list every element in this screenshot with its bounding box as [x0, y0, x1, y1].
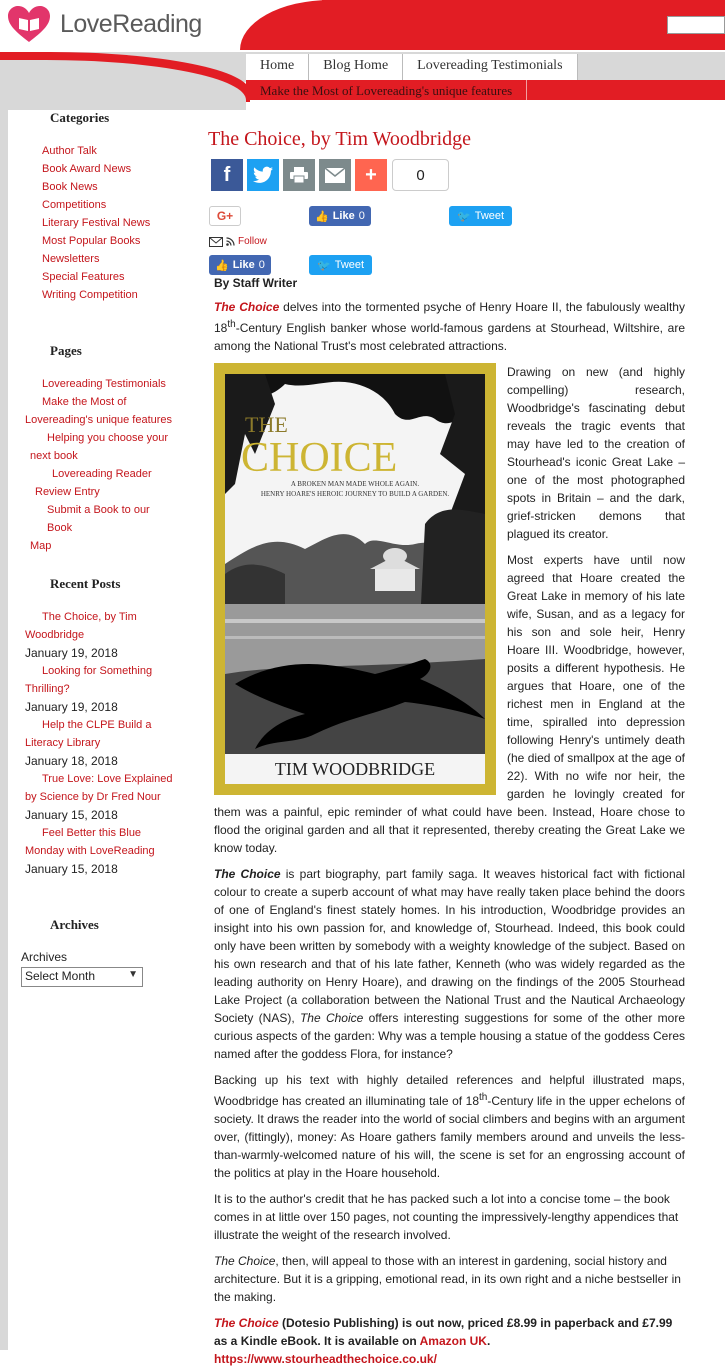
text-span: . [486, 1334, 491, 1348]
recent-post-item [25, 716, 175, 770]
book-title-emphasis: The Choice [214, 1316, 279, 1330]
facebook-share-button[interactable] [211, 159, 243, 191]
google-plus-button[interactable]: G+ [209, 206, 241, 226]
recent-post-date: January 18, 2018 [25, 754, 118, 768]
pages-list [25, 375, 175, 555]
recent-post-item [25, 770, 175, 824]
book-website-link[interactable]: https://www.stourheadthechoice.co.uk/ [214, 1352, 437, 1366]
plus-icon: + [365, 163, 377, 186]
recent-post-item [25, 662, 175, 716]
like-label: Like [332, 210, 355, 222]
nav-testimonials[interactable]: Lovereading Testimonials [403, 54, 577, 80]
thumbs-up-icon: 👍 [215, 259, 229, 272]
italic-title: The Choice [214, 1254, 276, 1268]
envelope-icon [325, 168, 345, 183]
category-link[interactable]: Writing Competition [42, 289, 138, 301]
print-button[interactable] [283, 159, 315, 191]
tweet-label: Tweet [334, 259, 365, 271]
book-cover-image [214, 363, 496, 795]
recent-post-date: January 15, 2018 [25, 862, 118, 876]
twitter-share-button[interactable] [247, 159, 279, 191]
category-link[interactable]: Competitions [42, 199, 107, 211]
text-span: , then, will appeal to those with an interest in gardening, social history and architecture. But it is a gripping, emotional read, in its own right and a niche bestseller in the making. [214, 1254, 681, 1304]
email-share-button[interactable] [319, 159, 351, 191]
archives-select-value: Select Month [25, 969, 96, 983]
page-link-make-the-most[interactable]: Make the Most of [42, 396, 127, 408]
recent-post-link[interactable]: Thrilling? [25, 683, 70, 695]
nav-blog-home[interactable]: Blog Home [309, 54, 403, 80]
book-title-emphasis: The Choice [214, 300, 280, 314]
facebook-like-button-2[interactable] [209, 255, 271, 275]
category-link[interactable]: Book Award News [42, 163, 132, 175]
printer-icon [289, 166, 309, 184]
text-span: Backing up his text with highly detailed references and helpful illustrated maps, Woodbridge has created an illuminating tale of 18 [214, 1073, 685, 1108]
category-link[interactable]: Most Popular Books [42, 235, 141, 247]
category-link[interactable]: Author Talk [42, 145, 97, 157]
article-paragraph [214, 1314, 685, 1350]
recent-post-link[interactable]: Woodbridge [25, 629, 85, 641]
amazon-uk-link[interactable]: Amazon UK [419, 1334, 487, 1348]
page-link-helping-2[interactable]: next book [30, 450, 78, 462]
article-paragraph [214, 1252, 685, 1306]
left-gray-strip [0, 82, 8, 1350]
header-red-band [322, 0, 725, 50]
recent-post-item [25, 824, 175, 878]
facebook-like-button[interactable] [309, 206, 371, 226]
recent-post-date: January 19, 2018 [25, 700, 118, 714]
archives-select[interactable] [21, 967, 143, 987]
sub-nav [246, 80, 725, 100]
book-title-emphasis: The Choice [214, 867, 281, 881]
twitter-bird-icon: 🐦 [457, 210, 471, 223]
twitter-icon [253, 166, 273, 184]
article-paragraph: Drawing on new (and highly compelling) research, Woodbridge's fascinating debut reveals the tragic events that may have led to the creation of Stourhead's iconic Great Lake – one of the most photographed spots in Britain – and the dark, grief-stricken demons that plagued its creator. [507, 365, 685, 541]
article-body [214, 298, 685, 1368]
like-count: 0 [258, 259, 265, 271]
book-cover-art [225, 374, 485, 784]
site-logo[interactable] [6, 4, 202, 44]
article-paragraph: It is to the author's credit that he has packed such a lot into a concise tome – the book comes in at little over 150 pages, not counting the impressively-lengthy appendices that illustrate the weight of the research involved. [214, 1192, 679, 1242]
cover-title-the: THE [245, 412, 288, 437]
page-link-submit-book-2[interactable]: Map [30, 540, 52, 552]
chevron-down-icon: ▼ [128, 969, 138, 980]
recent-post-link[interactable]: Looking for Something [42, 665, 153, 677]
twitter-bird-icon: 🐦 [317, 259, 331, 272]
text-span: is part biography, part family saga. It weaves historical fact with fictional colour to create a superb account of what may have really taken place behind the doors of one of England's finest stately homes. In his introduction, Woodbridge provides an insight into his own passion for, and knowledge of, Stourhead. Indeed, this book could only have been written by somebody with a weighty knowledge of the subject. Based on his own research and that of his late father, Kenneth (who was widely regarded as the leading authority on Henry Hoare), and drawing on the findings of the 2005 Stourhead Lake Project (a collaboration between the National Trust and the Nautical Archaeology Society (NAS), [214, 867, 685, 1025]
share-count: 0 [392, 159, 449, 191]
text-span: (Dotesio Publishing) is out now, priced £8.99 in paperback and £7.99 as a Kindle eBook. It is available on [214, 1316, 673, 1348]
article-paragraph [214, 298, 685, 355]
site-header [0, 0, 725, 52]
subnav-make-the-most[interactable]: Make the Most of Lovereading's unique features [246, 80, 527, 100]
page-link-reader-review[interactable]: Lovereading Reader [52, 468, 152, 480]
recent-post-date: January 15, 2018 [25, 808, 118, 822]
recent-posts-list [25, 608, 175, 878]
facebook-icon: f [223, 163, 231, 186]
recent-post-link[interactable]: Literacy Library [25, 737, 101, 749]
category-link[interactable]: Special Features [42, 271, 125, 283]
logo-text: LoveReading [60, 9, 202, 38]
article-paragraph [214, 865, 685, 1063]
archives-label: Archives [21, 950, 68, 964]
archives-heading: Archives [50, 917, 99, 932]
text-span: -Century life in the upper echelons of society. It draws the reader into the world of social climbers and begins with an argument over, (fittingly), money: As Hoare gathers family members around and unveils the less-than-warmly-welcomed nature of his will, the scene is set for an engrossing account of the politics at play in the Hoare household. [214, 1094, 685, 1180]
cover-tagline-1: A BROKEN MAN MADE WHOLE AGAIN. [290, 480, 420, 488]
page-link-submit-book[interactable]: Submit a Book to our Book [47, 504, 150, 534]
superscript: th [227, 319, 236, 330]
recent-post-link[interactable]: The Choice, by Tim [42, 611, 137, 623]
page-link-testimonials[interactable]: Lovereading Testimonials [42, 378, 166, 390]
email-subscribe-icon [209, 237, 223, 247]
article-paragraph: Most experts have until now agreed that Hoare created the Great Lake in memory of his late wife, Susan, and as a legacy for his son and sole heir, Henry Hoare III. Woodbridge, however, posits a different hypothesis. He argues that Hoare, one of the richest men in England at the time, spiralled into depression following Henry's untimely death (he died of smallpox at the age of 22). With no wife nor heir, the garden he lovingly created for them was a painful, epic reminder of what could have been. Instead, Hoare chose to flood the original garden and all that it represented, thereby creating the Great Lake we know today. [214, 553, 685, 855]
text-span: delves into the tormented psyche of Henry Hoare II, the fabulously wealthy 18 [214, 300, 685, 335]
tweet-label: Tweet [474, 210, 505, 222]
recent-post-link[interactable]: Monday with LoveReading [25, 845, 155, 857]
text-span: -Century English banker whose world-famous gardens at Stourhead, Wiltshire, are among the National Trust's most celebrated attractions. [214, 321, 685, 353]
recent-post-link[interactable]: Help the CLPE Build a [42, 719, 152, 731]
cover-author: TIM WOODBRIDGE [274, 759, 436, 779]
recent-post-link[interactable]: by Science by Dr Fred Nour [25, 791, 161, 803]
like-count: 0 [358, 210, 365, 222]
superscript: th [479, 1092, 488, 1103]
cover-title-choice: CHOICE [241, 435, 398, 481]
pages-heading: Pages [50, 343, 82, 358]
rss-icon [226, 237, 235, 246]
category-link[interactable]: Book News [42, 181, 98, 193]
category-link[interactable]: Literary Festival News [42, 217, 151, 229]
categories-list [26, 142, 171, 304]
category-link[interactable]: Newsletters [42, 253, 100, 265]
recent-post-link[interactable]: True Love: Love Explained [42, 773, 173, 785]
page-link-reader-review-2[interactable]: Review Entry [35, 486, 100, 498]
recent-post-link[interactable]: Feel Better this Blue [42, 827, 142, 839]
recent-post-item [25, 608, 175, 662]
page-link-make-the-most-2[interactable]: Lovereading's unique features [25, 414, 173, 426]
follow-link[interactable]: Follow [238, 236, 267, 247]
post-title: The Choice, by Tim Woodbridge [208, 128, 472, 150]
heart-book-icon [6, 4, 52, 44]
text-span: offers interesting suggestions for some of the other more curious aspects of the garden: Why was a temple housing a statue of the goddess Ceres named after the goddess Flora, for instance? [214, 1011, 685, 1061]
nav-home[interactable]: Home [246, 54, 309, 80]
more-share-button[interactable] [355, 159, 387, 191]
like-label: Like [232, 259, 255, 271]
cover-illustration [225, 374, 485, 784]
follow-row[interactable] [209, 236, 267, 247]
recent-posts-heading: Recent Posts [50, 576, 121, 591]
thumbs-up-icon: 👍 [315, 210, 329, 223]
search-input[interactable] [667, 16, 725, 34]
cover-tagline-2: HENRY HOARE'S HEROIC JOURNEY TO BUILD A GARDEN. [260, 490, 450, 498]
categories-heading: Categories [50, 110, 110, 125]
recent-post-date: January 19, 2018 [25, 646, 118, 660]
tweet-button-2[interactable] [309, 255, 372, 275]
main-nav [246, 54, 578, 80]
article-paragraph [214, 1071, 685, 1182]
tweet-button[interactable] [449, 206, 512, 226]
italic-title: The Choice [299, 1011, 364, 1025]
byline: By Staff Writer [214, 276, 298, 290]
page-link-helping[interactable]: Helping you choose your [47, 432, 169, 444]
